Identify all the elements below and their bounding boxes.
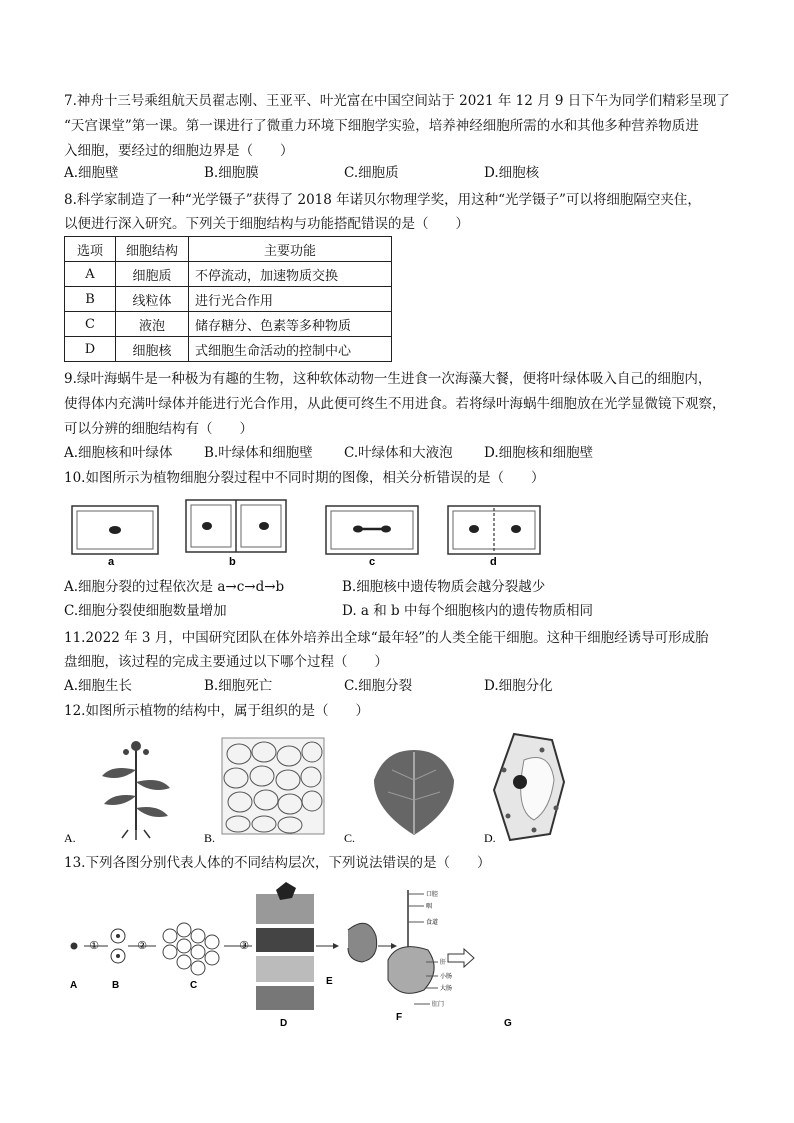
stage-c-tissue xyxy=(163,923,219,975)
q8-table-row xyxy=(65,287,392,312)
q11-stem-line1: 11.2022 年 3 月，中国研究团队在体外培养出全球“最年轻”的人类全能干细胞。这种干细胞经诱导可形成胎 xyxy=(64,630,709,646)
q10-cell-division-figure xyxy=(64,496,544,568)
arrow-to-g xyxy=(448,949,474,967)
q13-label-a: A xyxy=(70,980,78,991)
q8-cell: A xyxy=(65,262,116,287)
q13-body-structure-figure xyxy=(64,880,534,1030)
q10-stem: 10.如图所示为植物细胞分裂过程中不同时期的图像，相关分析错误的是（ ） xyxy=(64,470,545,486)
q7-stem-line2: “天宫课堂”第一课。第一课进行了微重力环境下细胞学实验，培养神经细胞所需的水和其他多种营养物质进 xyxy=(64,118,699,134)
q7-stem-line3: 入细胞，要经过的细胞边界是（ ） xyxy=(64,143,294,159)
q11-option-c[interactable]: C.细胞分裂 xyxy=(344,678,413,694)
q8-cell: B xyxy=(65,287,116,312)
q13-stem: 13.下列各图分别代表人体的不同结构层次，下列说法错误的是（ ） xyxy=(64,855,491,871)
tissue-cells-image xyxy=(222,738,324,834)
q8-header-structure: 细胞结构 xyxy=(116,237,189,262)
q8-stem-line2: 以便进行深入研究。下列关于细胞结构与功能搭配错误的是（ ） xyxy=(64,216,469,232)
q10-option-b[interactable]: B.细胞核中遗传物质会越分裂越少 xyxy=(342,579,546,595)
organ-label-pharynx: 咽 xyxy=(426,903,433,910)
q8-cell: D xyxy=(65,337,116,362)
q10-option-a[interactable]: A.细胞分裂的过程依次是 a→c→d→b xyxy=(64,579,285,595)
stage-d-tissues xyxy=(256,882,314,1010)
q8-cell: 式细胞生命活动的控制中心 xyxy=(189,337,392,362)
q8-table xyxy=(64,236,392,362)
q9-stem-line2: 使得体内充满叶绿体并能进行光合作用，从此便可终生不用进食。若将绿叶海蜗牛细胞放在光学显微镜下观察， xyxy=(64,396,726,412)
plant-whole-image xyxy=(102,741,170,840)
label-a: a xyxy=(108,556,115,568)
q9-option-b[interactable]: B.叶绿体和细胞壁 xyxy=(204,445,313,461)
q7-option-b[interactable]: B.细胞膜 xyxy=(204,165,259,181)
q8-cell: 细胞质 xyxy=(116,262,189,287)
q7-stem-line1: 7.神舟十三号乘组航天员翟志刚、王亚平、叶光富在中国空间站于 2021 年 12 月 9 日下午为同学们精彩呈现了 xyxy=(64,93,730,109)
q8-cell: 线粒体 xyxy=(116,287,189,312)
stage-e-stomach xyxy=(348,923,377,962)
q8-cell: 液泡 xyxy=(116,312,189,337)
q9-stem-line3: 可以分辨的细胞结构有（ ） xyxy=(64,421,253,437)
q8-cell: 细胞核 xyxy=(116,337,189,362)
q7-option-a[interactable]: A.细胞壁 xyxy=(64,165,119,181)
q7-option-d[interactable]: D.细胞核 xyxy=(484,165,540,181)
q13-label-g: G xyxy=(504,1018,512,1029)
q13-label-e: E xyxy=(326,976,333,987)
organ-label-large-intestine: 大肠 xyxy=(440,985,453,992)
q8-header-function: 主要功能 xyxy=(189,237,392,262)
q13-label-b: B xyxy=(112,980,120,991)
q8-cell: C xyxy=(65,312,116,337)
q10-option-c[interactable]: C.细胞分裂使细胞数量增加 xyxy=(64,603,227,619)
q8-cell: 不停流动，加速物质交换 xyxy=(189,262,392,287)
q11-option-a[interactable]: A.细胞生长 xyxy=(64,678,133,694)
stage-a-cell xyxy=(71,943,78,950)
q11-option-d[interactable]: D.细胞分化 xyxy=(484,678,553,694)
q8-stem-line1: 8.科学家制造了一种“光学镊子”获得了 2018 年诺贝尔物理学奖，用这种“光学镊子”可以将细胞隔空夹住， xyxy=(64,192,701,208)
q12-label-d: D. xyxy=(484,831,496,845)
q11-stem-line2: 盘细胞，该过程的完成主要通过以下哪个过程（ ） xyxy=(64,654,388,670)
q12-plant-structures-figure xyxy=(64,730,584,850)
step-3-mark: ③ xyxy=(239,939,249,952)
q9-option-a[interactable]: A.细胞核和叶绿体 xyxy=(64,445,173,461)
q9-stem-line1: 9.绿叶海蜗牛是一种极为有趣的生物，这种软体动物一生进食一次海藻大餐，便将叶绿体吸入自己的细胞内， xyxy=(64,371,712,387)
q7-option-c[interactable]: C.细胞质 xyxy=(344,165,399,181)
q8-cell: 储存糖分、色素等多种物质 xyxy=(189,312,392,337)
q8-cell: 进行光合作用 xyxy=(189,287,392,312)
q9-option-c[interactable]: C.叶绿体和大液泡 xyxy=(344,445,453,461)
q13-label-c: C xyxy=(190,980,198,991)
label-b: b xyxy=(229,556,236,568)
cell-b-nucleus-right xyxy=(259,522,269,530)
organ-label-esophagus: 食道 xyxy=(426,919,439,926)
q13-label-d: D xyxy=(280,1018,288,1029)
q8-table-row xyxy=(65,312,392,337)
q13-label-f: F xyxy=(396,1012,403,1023)
q11-option-b[interactable]: B.细胞死亡 xyxy=(204,678,273,694)
step-2-mark: ② xyxy=(137,939,147,952)
q8-table-row xyxy=(65,337,392,362)
q10-option-d[interactable]: D. a 和 b 中每个细胞核内的遗传物质相同 xyxy=(342,603,593,619)
q12-label-c: C. xyxy=(344,831,356,845)
cell-a-nucleus xyxy=(109,526,121,534)
leaf-image xyxy=(374,750,454,835)
organ-label-liver: 肝 xyxy=(440,959,447,966)
organ-label-small-intestine: 小肠 xyxy=(440,973,453,980)
step-1-mark: ① xyxy=(89,939,99,952)
organ-label-mouth: 口腔 xyxy=(426,891,439,898)
q8-header-option: 选项 xyxy=(65,237,116,262)
plant-cell-image xyxy=(494,734,564,840)
q12-stem: 12.如图所示植物的结构中，属于组织的是（ ） xyxy=(64,703,369,719)
organ-label-anus: 肛门 xyxy=(432,1001,445,1008)
q9-option-d[interactable]: D.细胞核和细胞壁 xyxy=(484,445,594,461)
label-c: c xyxy=(369,556,376,568)
cell-b-nucleus-left xyxy=(202,522,212,530)
q8-table-header xyxy=(65,237,392,262)
label-d: d xyxy=(490,556,497,568)
q12-label-b: B. xyxy=(204,831,216,845)
q12-label-a: A. xyxy=(64,831,76,845)
q8-table-row xyxy=(65,262,392,287)
